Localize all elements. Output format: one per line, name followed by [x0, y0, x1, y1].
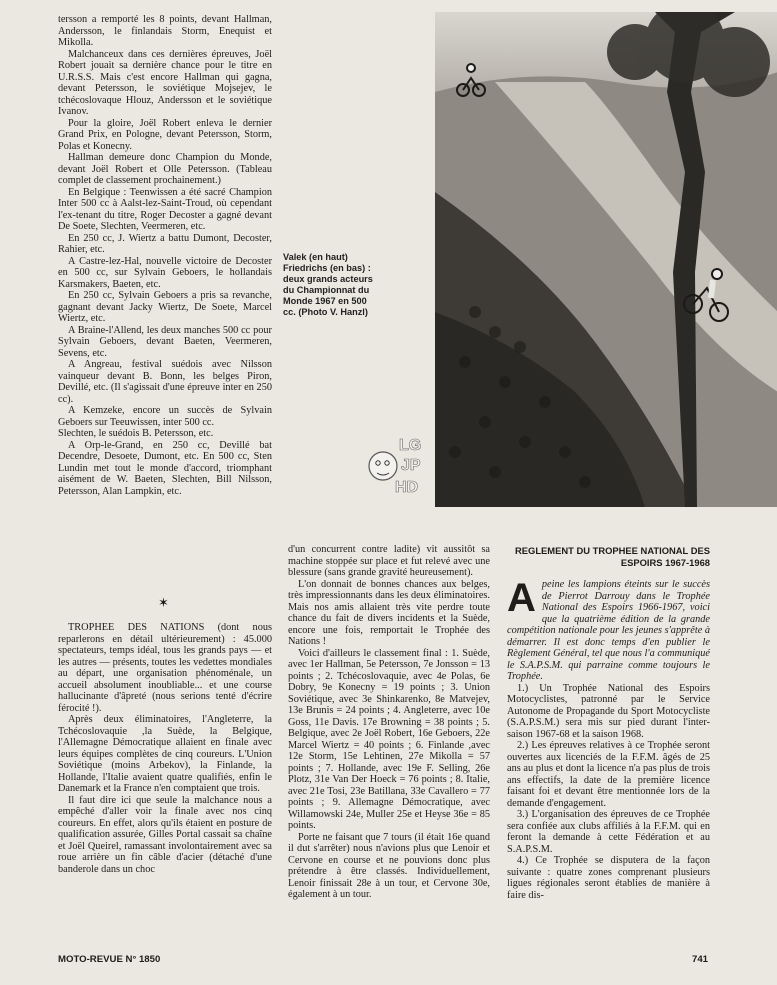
drop-cap: A	[507, 576, 536, 620]
photo-illustration	[435, 12, 777, 507]
paragraph: Malchanceux dans ces dernières épreuves, Joël Robert jouait sa dernière chance pour le titre en U.R.S.S. Mais c'est encore Hallman qui gagna, devant Petersson, le soviétique Mojsejev, le tchécoslovaque Hlouz, Andersson et le soviétique Ivanov.	[58, 48, 272, 117]
rules-item: 4.) Ce Trophée se disputera de la façon suivante : quatre zones comprenant plusieurs ligues régionales seront établies de manière à faire dis-	[507, 855, 710, 901]
paragraph: A Braine-l'Allend, les deux manches 500 cc pour Sylvain Geboers, devant Baeten, Veermeren, Sevens, etc.	[58, 324, 272, 359]
paragraph: Il faut dire ici que seule la malchance nous a empêché d'aller voir la finale avec nos cinq coureurs. En effet, alors qu'ils étaient en posture de qualification assurée, Gilles Portal cassait sa chaîne et Joël Queirel, ramassant involontairement avec sa roue arrière un fin câble d'acier (détaché d'une banderole dans un choc	[58, 794, 272, 875]
motocross-photo	[435, 12, 777, 507]
paragraph: TROPHEE DES NATIONS (dont nous reparlerons en détail ultérieurement) : 45.000 spectateurs, temps idéal, tous les grands pays — et les autres — présents, toutes les vedettes mondiales au départ, une organisation phénoménale, un accueil absolument inoubliable... et une course hallucinante d'âpreté (nous serions tenté d'écrire férocité !).	[58, 622, 272, 714]
paragraph: Slechten, le suédois B. Petersson, etc.	[58, 428, 214, 439]
paragraph: A Kemzeke, encore un succès de Sylvain Geboers sur Teeuwissen, inter 500 cc.	[58, 405, 272, 428]
rules-item: 1.) Un Trophée National des Espoirs Motocyclistes, patronné par le Service Autonome de Propagande du Sport Motocycliste (S.A.P.S.M.) sera mis sur pied durant l'inter-saison 1967-68 et la saison 1968.	[507, 682, 710, 740]
svg-text:HD: HD	[395, 479, 419, 496]
rules-heading: REGLEMENT DU TROPHEE NATIONAL DES ESPOIRS 1967-1968	[515, 545, 710, 568]
paragraph: A Orp-le-Grand, en 250 cc, Devillé bat Decendre, Desoete, Dumont, etc. En 500 cc, Sten Lundin met tout le monde d'accord, triomphant aisément de W. Baeten, Slechten, Bill Nilsson, Petersson, Alan Lampkin, etc.	[58, 439, 272, 497]
svg-text:JP: JP	[401, 457, 421, 474]
rules-intro-text: peine les lampions éteints sur le succès de Pierrot Darrouy dans le Trophée National des Espoirs 1966-1967, voici que la quatrième édition de la grande compétition nationale pour les jeunes s'apprête à démarrer. Il est donc temps d'en publier le Règlement Général, tel que nous l'a communiqué le S.A.P.S.M. qui parraine comme toujours le Trophée.	[507, 579, 710, 682]
rules-item: 3.) L'organisation des épreuves de ce Trophée sera confiée aux clubs affiliés à la F.F.M. qui en feront la demande à cette Fédération et au S.A.P.S.M.	[507, 809, 710, 855]
watermark-logo	[365, 430, 433, 502]
paragraph: Après deux éliminatoires, l'Angleterre, la Tchécoslovaquie ,la Suède, la Belgique, l'Allemagne Démocratique allaient en finale avec leurs équipes complètes de cinq coureurs. L'Union Soviétique (moins Arbekov), la Finlande, la Hollande, l'Italie avaient quatre qualifiés, enfin le Danemark et la France n'en comptaient que trois.	[58, 714, 272, 794]
photo-caption: Valek (en haut) Friedrichs (en bas) : deux grands acteurs du Championnat du Monde 1967 en 500 cc. (Photo V. Hanzl)	[283, 252, 373, 317]
paragraph: A Angreau, festival suédois avec Nilsson vainqueur devant B. Bonn, les belges Piron, Devillé, etc. (Il s'agissait d'une épreuve inter en 250 cc).	[58, 359, 272, 405]
paragraph: En Belgique : Teenwissen a été sacré Champion Inter 500 cc à Aalst-lez-Saint-Troud, où cependant l'ex-tenant du titre, Roger Decoster a gagné devant De Soete, Slechten, Veermeren, etc.	[58, 186, 272, 232]
paragraph: L'on donnait de bonnes chances aux belges, très impressionnants dans les deux éliminatoires. Mais nos amis allaient très vite perdre toute chance du fait de divers incidents et la Suède, encore une fois, remportait le Trophée des Nations !	[288, 578, 490, 647]
svg-text:LG: LG	[399, 437, 422, 454]
paragraph: tersson a remporté les 8 points, devant Hallman, Andersson, le finlandais Storm, Enequist et Mikolla.	[58, 14, 272, 48]
column-2	[288, 544, 490, 901]
footer-publication: MOTO-REVUE N° 1850	[58, 954, 161, 965]
paragraph: En 250 cc, Sylvain Geboers a pris sa revanche, gagnant devant Jacky Wiertz, De Soete, Marcel Wiertz, etc.	[58, 290, 272, 324]
footer-page-number: 741	[692, 954, 709, 965]
paragraph: A Castre-lez-Hal, nouvelle victoire de Decoster en 500 cc, sur Sylvain Geboers, le hollandais Karsmakers, Baeten, etc.	[58, 255, 272, 290]
section-separator-star: ✶	[158, 595, 169, 610]
paragraph: Porte ne faisant que 7 tours (il était 16e quand il dut s'arrêter) nous n'avions plus que Lenoir et Cervone en course et ne pouvions donc plus prétendre à être classés. Individuellement, Lenoir finissait 28e à un tour, et Cervone 30e, également à un tour.	[288, 831, 490, 900]
rules-intro	[507, 576, 710, 683]
column-3	[507, 545, 710, 901]
paragraph: Pour la gloire, Joël Robert enleva le dernier Grand Prix, en Pologne, devant Petersson, Storm, Polas et Konecny.	[58, 117, 272, 152]
paragraph: Hallman demeure donc Champion du Monde, devant Joël Robert et Olle Petersson. (Tableau complet de classement prochainement.)	[58, 152, 272, 186]
paragraph: Voici d'ailleurs le classement final : 1. Suède, avec 1er Hallman, 5e Petersson, 7e Jonsson = 13 points ; 2. Tchécoslovaquie, avec 4e Polas, 6e Dobry, 9e Konecny = 19 points ; 3. Union Soviétique, avec 3e Shinkarenko, 8e Matvejev, 13e Brunis = 24 points ; 4. Angleterre, avec 10e Goss, 11e Davis. 17e Browning = 38 points ; 5. Belgique, avec 2e Joël Robert, 16e Geboers, 22e Marcel Wiertz = 40 points ; 6. Finlande ,avec 12e Storm, 15e Lehtinen, 27e Mikolla = 57 points ; 7. Hollande, avec 19e F. Selling, 26e Plotz, 31e Van Der Hoeck = 76 points ; 8. Italie, avec 21e Tosi, 23e Batillana, 33e Cavallero = 77 points ; 9. Allemagne Démocratique, avec Willamowski 24e, Muller 25e et Heyse 36e = 85 points.	[288, 647, 490, 831]
paragraph: En 250 cc, J. Wiertz a battu Dumont, Decoster, Rahier, etc.	[58, 232, 272, 255]
rules-item: 2.) Les épreuves relatives à ce Trophée seront ouvertes aux licenciés de la F.F.M. âgés de 25 ans au plus et dont la licence n'a pas plus de trois ans effectifs, la date de la première licence faisant foi et devant être mentionnée lors de la demande d'engagement.	[507, 740, 710, 809]
paragraph: d'un concurrent contre ladite) vit aussitôt sa machine stoppée sur place et fut relevé avec une blessure (sans grande gravité heureusement).	[288, 544, 490, 578]
column-1-bottom	[58, 622, 272, 875]
column-1-top	[58, 14, 272, 497]
